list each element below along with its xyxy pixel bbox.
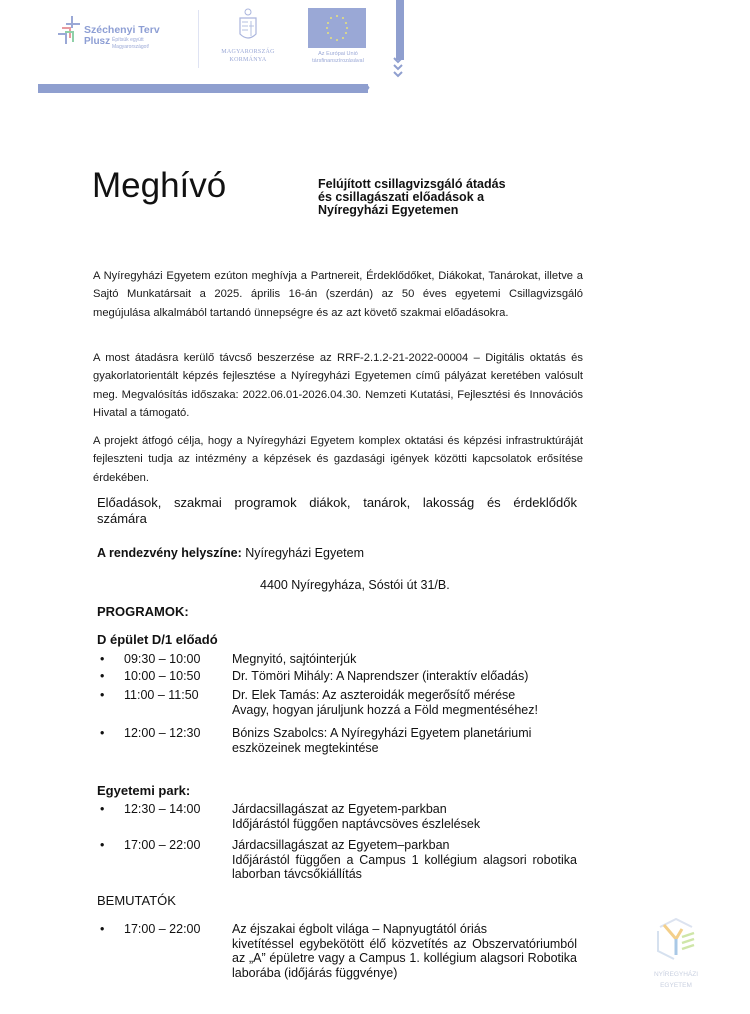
bullet-icon: •	[100, 669, 105, 683]
header-divider	[198, 10, 199, 68]
program-description	[232, 726, 577, 755]
programs-intro: Előadások, szakmai programok diákok, tanárok, lakosság és érdeklődők számára	[97, 495, 577, 526]
slogan-line-1: Építsük együtt	[112, 37, 144, 43]
footer-logo-line-2: EGYETEM	[660, 982, 692, 989]
program-time: 10:00 – 10:50	[124, 669, 201, 683]
bullet-icon: •	[100, 802, 105, 816]
szechenyi-logo-icon	[56, 14, 82, 44]
description-line: Dr. Tömöri Mihály: A Naprendszer (interaktív előadás)	[232, 669, 529, 683]
event-subtitle	[318, 178, 506, 217]
description-line: eszközeinek megtekintése	[232, 740, 379, 755]
program-description	[232, 669, 577, 684]
description-line: Dr. Elek Tamás: Az aszteroidák megerősítő mérése	[232, 688, 516, 702]
page-title: Meghívó	[92, 166, 227, 205]
bullet-icon: •	[100, 688, 105, 702]
eu-line-2: társfinanszírozásával	[312, 58, 364, 64]
description-line: Bónizs Szabolcs: A Nyíregyházi Egyetem planetáriumi	[232, 726, 532, 740]
description-line: Megnyitó, sajtóinterjúk	[232, 652, 357, 666]
program-description	[232, 652, 577, 667]
description-line: kivetítéssel egybekötött élő közvetítés az Obszervatóriumból az „A” épületre vagy a Campus 1. kollégium alagsori Robotika laborába (időjárás függvénye)	[232, 936, 577, 980]
program-time: 17:00 – 22:00	[124, 922, 201, 936]
government-line-2: KORMÁNYA	[229, 57, 267, 63]
description-line: Az éjszakai égbolt világa – Napnyugtától óriás	[232, 922, 488, 936]
subtitle-line-3: Nyíregyházi Egyetemen	[318, 203, 459, 217]
program-description	[232, 802, 577, 831]
hungarian-crest-icon	[236, 8, 260, 44]
banner-bottom-bar	[38, 84, 368, 93]
bullet-icon: •	[100, 922, 105, 936]
section-heading-d-building: D épület D/1 előadó	[97, 632, 218, 647]
description-line: Időjárástól függően a Campus 1 kollégium alagsori robotika laborban távcsőkiállítás	[232, 852, 577, 881]
footer-logo-text	[636, 969, 716, 991]
venue-name: Nyíregyházi Egyetem	[241, 546, 365, 560]
program-description	[232, 922, 577, 980]
program-time: 12:00 – 12:30	[124, 726, 201, 740]
szechenyi-plusz: Plusz	[84, 36, 111, 47]
venue	[97, 546, 364, 560]
program-time: 17:00 – 22:00	[124, 838, 201, 852]
description-line: Avagy, hogyan járuljunk hozzá a Föld megmentéséhez!	[232, 702, 538, 717]
section-heading-demos: BEMUTATÓK	[97, 893, 176, 908]
venue-address: 4400 Nyíregyháza, Sóstói út 31/B.	[260, 578, 450, 592]
project-goal-paragraph: A projekt átfogó célja, hogy a Nyíregyházi Egyetem komplex oktatási és képzési infrastruktúráját fejleszteni tudja az intézmény a képzések és gazdasági igények közötti kapcsolatok erősítése érdekében.	[93, 435, 583, 484]
programs-heading: PROGRAMOK:	[97, 604, 189, 619]
funding-paragraph: A most átadásra kerülő távcső beszerzése az RRF-2.1.2-21-2022-00004 – Digitális oktatás és gyakorlatorientált képzés fejlesztése a Nyíregyházi Egyetemen című pályázat keretében valósult meg. Megvalósítás időszaka: 2022.06.01-2026.04.30. Nemzeti Kutatási, Fejlesztési és Innovációs Hivatal a támogató.	[93, 352, 583, 420]
subtitle-line-2: és csillagászati előadások a	[318, 190, 485, 204]
program-time: 12:30 – 14:00	[124, 802, 201, 816]
eu-line-1: Az Európai Unió	[318, 51, 358, 57]
program-time: 09:30 – 10:00	[124, 652, 201, 666]
description-line: Járdacsillagászat az Egyetem–parkban	[232, 838, 450, 852]
description-line: Időjárástól függően naptávcsöves észlelések	[232, 816, 481, 831]
slogan-line-2: Magyarországot!	[112, 44, 150, 50]
subtitle-line-1: Felújított csillagvizsgáló átadás	[318, 177, 506, 191]
invitation-paragraph: A Nyíregyházi Egyetem ezúton meghívja a Partnereit, Érdeklődőket, Diákokat, Tanárokat, illetve a Sajtó Munkatársait a 2025. április 16-án (szerdán) az 50 éves egyetemi Csillagvizsgáló megújulása alkalmából tartandó ünnepségre és az azt követő szakmai előadásokra.	[93, 270, 583, 319]
government-line-1: MAGYARORSZÁG	[221, 49, 275, 55]
szechenyi-title: Széchenyi Terv	[84, 24, 160, 36]
arrows-icon: ›››	[362, 80, 368, 94]
chevrons-down-icon	[392, 56, 404, 82]
eu-label	[298, 51, 378, 65]
nyiregyhazi-egyetem-logo-icon	[650, 917, 702, 963]
program-time: 11:00 – 11:50	[124, 688, 199, 702]
bullet-icon: •	[100, 726, 105, 740]
bullet-icon: •	[100, 838, 105, 852]
program-description	[232, 688, 577, 717]
section-heading-park: Egyetemi park:	[97, 783, 191, 798]
szechenyi-slogan	[112, 37, 149, 51]
footer-logo-line-1: NYÍREGYHÁZI	[653, 971, 699, 978]
description-line: Járdacsillagászat az Egyetem-parkban	[232, 802, 447, 816]
program-description	[232, 838, 577, 882]
venue-label: A rendezvény helyszíne:	[97, 546, 242, 560]
bullet-icon: •	[100, 652, 105, 666]
government-label	[214, 48, 282, 64]
banner-right-bar	[396, 0, 404, 60]
eu-flag-icon	[308, 8, 366, 48]
